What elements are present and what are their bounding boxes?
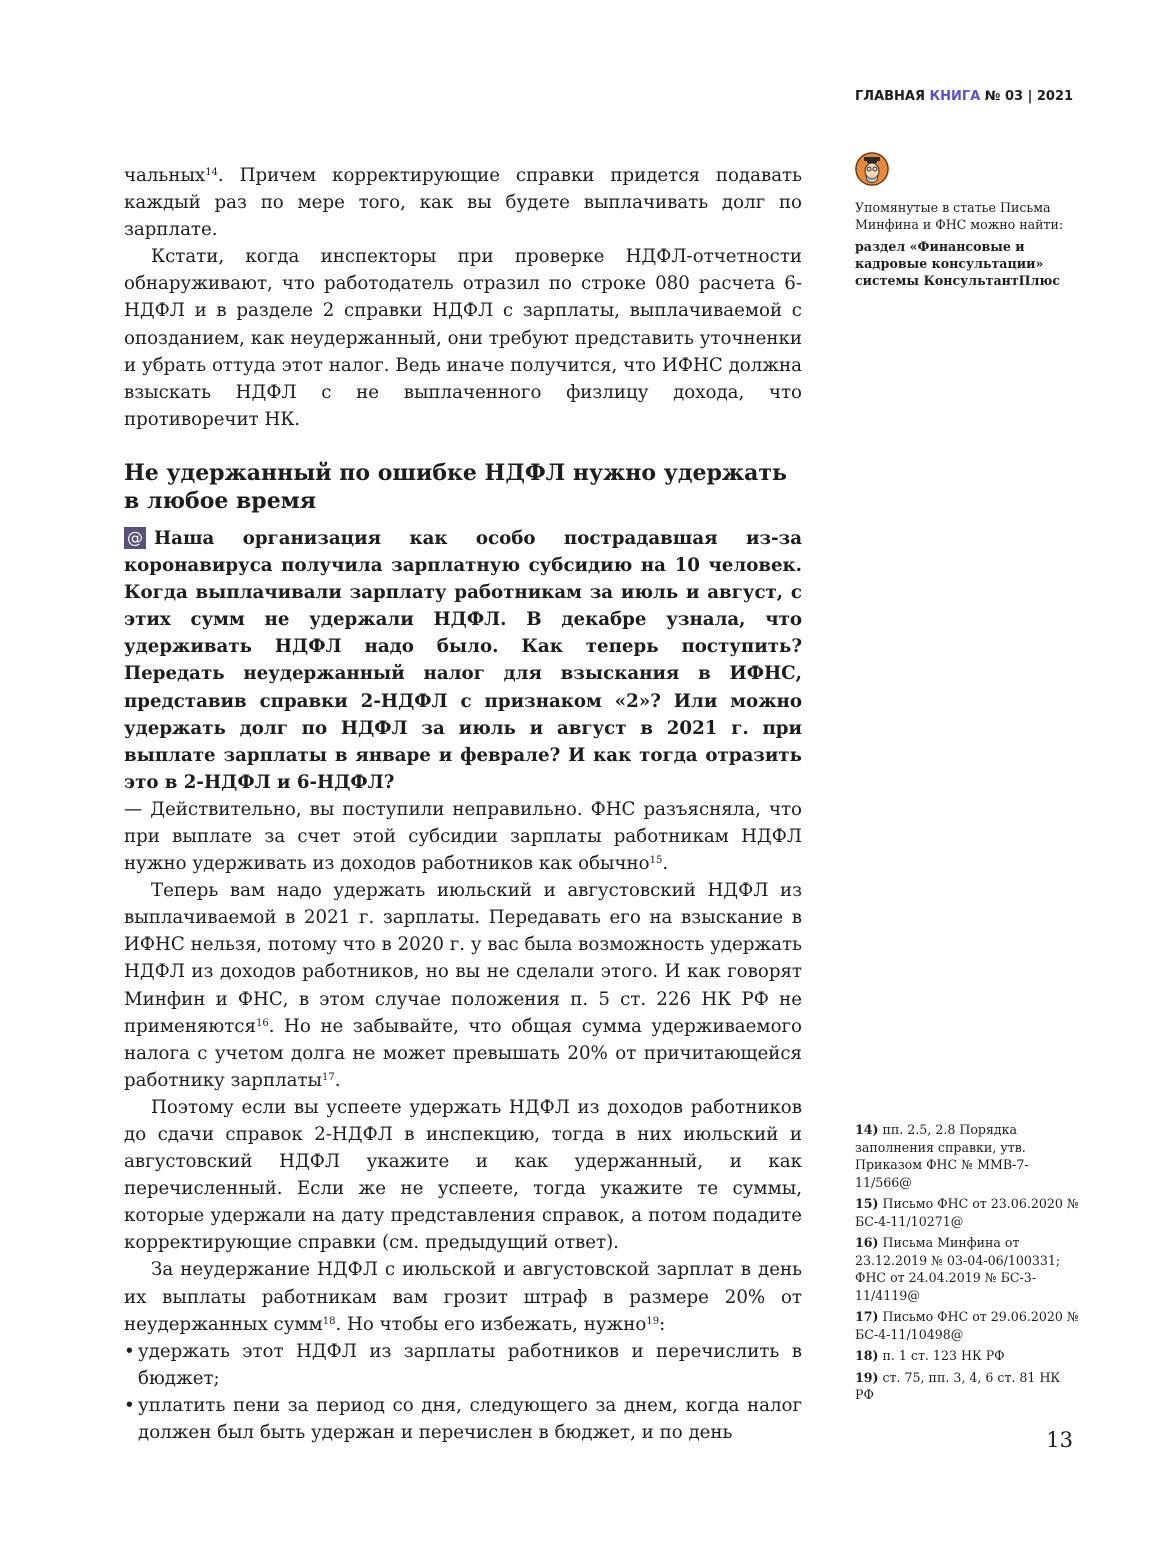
bullet-list bbox=[124, 1338, 802, 1446]
header-title-part1: ГЛАВНАЯ bbox=[855, 89, 930, 104]
sidebar-note-source: раздел «Финансовые и кадровые консультации» системы КонсультантПлюс bbox=[855, 239, 1061, 288]
list-item: • уплатить пени за период со дня, следующего за днем, когда налог должен был быть удержан и перечислен в бюджет, и по день bbox=[124, 1392, 802, 1446]
list-item: • удержать этот НДФЛ из зарплаты работников и перечислить в бюджет; bbox=[124, 1338, 802, 1392]
magazine-header bbox=[855, 89, 1085, 104]
article-body bbox=[124, 162, 802, 1446]
footnote-19: 19) ст. 75, пп. 3, 4, 6 ст. 81 НК РФ bbox=[855, 1369, 1061, 1402]
paragraph-3: Теперь вам надо удержать июльский и августовский НДФЛ из выплачиваемой в 2021 г. зарплаты. Передавать его на взыскание в ИФНС нельзя, потому что в 2020 г. у вас была возможность удержать НДФЛ из доходов работников, но вы не сделали этого. И как говорят Минфин и ФНС, в этом случае положения п. 5 ст. 226 НК РФ не применяются$^{16}$. Но не забывайте, что общая сумма удерживаемого налога с учетом долга не может превышать 20% от причитающейся работнику зарплаты$^{17}$. bbox=[124, 880, 802, 1091]
paragraph-2: Кстати, когда инспекторы при проверке НДФЛ-отчетности обнаруживают, что работодатель отразил по строке 080 расчета 6-НДФЛ и в разделе 2 справки НДФЛ с зарплаты, выплачиваемой с опозданием, как неудержанный, они требуют представить уточненки и убрать оттуда этот налог. Ведь иначе получится, что ИФНС должна взыскать НДФЛ с не выплаченного физлицу дохода, что противоречит НК. bbox=[124, 246, 802, 430]
footnote-17: 17) Письмо ФНС от 29.06.2020 № БС-4-11/10498@ bbox=[855, 1309, 1079, 1342]
footnote-ref-14[interactable]: 14 bbox=[205, 167, 218, 178]
footnote-15: 15) Письмо ФНС от 23.06.2020 № БС-4-11/10271@ bbox=[855, 1196, 1079, 1229]
section-heading: Не удержанный по ошибке НДФЛ нужно удержать в любое время bbox=[124, 459, 787, 514]
footnote-ref-17[interactable]: 17 bbox=[322, 1071, 335, 1083]
expert-avatar-icon bbox=[855, 152, 889, 186]
paragraph-4: Поэтому если вы успеете удержать НДФЛ из доходов работников до сдачи справок 2-НДФЛ в инспекцию, тогда в них июльский и августовский НДФЛ укажите и как удержанный, и как перечисленный. Если же не успеете, тогда укажите те суммы, которые удержали на дату представления справок, а потом подадите корректирующие справки (см. предыдущий ответ). bbox=[124, 1096, 802, 1254]
footnote-ref-19[interactable]: 19 bbox=[646, 1315, 660, 1327]
footnote-16: 16) Письма Минфина от 23.12.2019 № 03-04-06/100331; ФНС от 24.04.2019 № БС-3-11/4119@ bbox=[855, 1235, 1061, 1303]
header-issue: № 03 | 2021 bbox=[980, 89, 1074, 104]
paragraph-1: чальных$^{14}$. Причем корректирующие справки придется подавать каждый раз по мере того, как вы будете выплачивать долг по зарплате. bbox=[124, 165, 802, 241]
footnote-ref-15[interactable]: 15 bbox=[649, 855, 663, 867]
footnote-14: 14) пп. 2.5, 2.8 Порядка заполнения справки, утв. Приказом ФНС № ММВ-7-11/566@ bbox=[855, 1122, 1029, 1190]
reader-question: @ Наша организация как особо пострадавшая из-за коронавируса получила зарплатную субсидию на 10 человек. Когда выплачивали зарплату работникам за июль и август, с этих сумм не удержали НДФЛ. В декабре узнала, что удерживать НДФЛ надо было. Как теперь поступить? Передать неудержанный налог для взыскания в ИФНС, представив справки 2-НДФЛ с признаком «2»? Или можно удержать долг по НДФЛ за июль и август в 2021 г. при выплате зарплаты в январе и феврале? И как тогда отразить это в 2-НДФЛ и 6-НДФЛ? bbox=[124, 527, 802, 793]
footnote-ref-16[interactable]: 16 bbox=[255, 1017, 269, 1029]
footnote-18: 18) п. 1 ст. 123 НК РФ bbox=[855, 1348, 1005, 1363]
sidebar-note bbox=[855, 199, 1075, 289]
header-title-accent: КНИГА bbox=[929, 89, 981, 104]
page-number: 13 bbox=[1046, 1428, 1073, 1452]
answer-paragraph: — Действительно, вы поступили неправильно. ФНС разъясняла, что при выплате за счет этой субсидии зарплаты работникам НДФЛ нужно удерживать из доходов работников как обычно$^{15}$. bbox=[124, 798, 802, 875]
paragraph-5: За неудержание НДФЛ с июльской и августовской зарплат в день их выплаты работникам вам грозит штраф в размере 20% от неудержанных сумм$^{18}$. Но чтобы его избежать, нужно$^{19}$: bbox=[124, 1259, 802, 1335]
footnotes bbox=[855, 1121, 1080, 1408]
at-icon: @ bbox=[124, 527, 146, 549]
footnote-ref-18[interactable]: 18 bbox=[322, 1315, 336, 1327]
sidebar-note-text: Упомянутые в статье Письма Минфина и ФНС можно найти: bbox=[855, 200, 1064, 232]
